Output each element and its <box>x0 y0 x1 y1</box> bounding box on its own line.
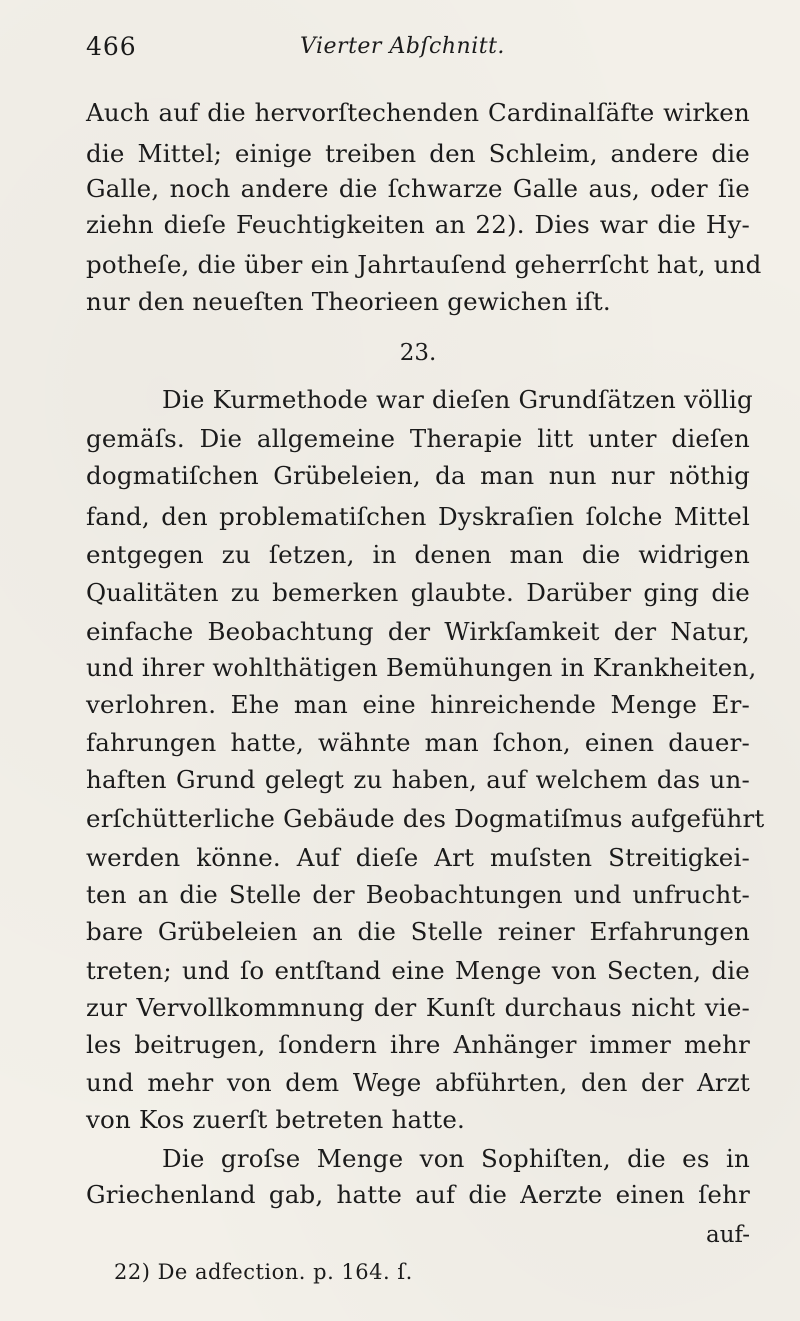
text-line: von Kos zuerſt betreten hatte. <box>86 1105 466 1134</box>
text-line: Griechenland gab, hatte auf die Aerzte einen ſehr <box>86 1180 750 1209</box>
text-line: die Mittel; einige treiben den Schleim, andere die <box>86 139 750 168</box>
catchword: auf- <box>706 1222 750 1248</box>
text-line: und mehr von dem Wege abführten, den der Arzt <box>86 1068 750 1097</box>
text-line: potheſe, die über ein Jahrtauſend geherrſcht hat, und <box>86 250 762 279</box>
text-line: zur Vervollkommnung der Kunſt durchaus nicht vie- <box>86 993 750 1022</box>
text-line: Die groſse Menge von Sophiſten, die es in <box>162 1144 750 1173</box>
body-text <box>86 0 765 1321</box>
running-head: Vierter Abſchnitt. <box>300 34 505 59</box>
text-line: Qualitäten zu bemerken glaubte. Darüber ging die <box>86 578 750 607</box>
text-line: fahrungen hatte, wähnte man ſchon, einen dauer- <box>86 728 750 757</box>
section-number: 23. <box>399 340 437 366</box>
text-line: ziehn dieſe Feuchtigkeiten an 22). Dies war die Hy- <box>86 210 750 239</box>
text-line: Die Kurmethode war dieſen Grundſätzen völlig <box>162 385 753 414</box>
page-number: 466 <box>86 32 137 61</box>
text-line: fand, den problematiſchen Dyskraſien ſolche Mittel <box>86 502 750 531</box>
text-line: entgegen zu ſetzen, in denen man die widrigen <box>86 540 750 569</box>
text-line: haften Grund gelegt zu haben, auf welchem das un- <box>86 765 750 794</box>
text-line: werden könne. Auf dieſe Art muſsten Streitigkei- <box>86 843 750 872</box>
text-line: nur den neueſten Theorieen gewichen iſt. <box>86 287 611 316</box>
text-line: Auch auf die hervorſtechenden Cardinalſäfte wirken <box>86 98 750 127</box>
text-line: treten; und ſo entſtand eine Menge von Secten, die <box>86 956 750 985</box>
text-line: und ihrer wohlthätigen Bemühungen in Krankheiten, <box>86 653 757 682</box>
text-line: bare Grübeleien an die Stelle reiner Erfahrungen <box>86 917 750 946</box>
text-line: gemäſs. Die allgemeine Therapie litt unter dieſen <box>86 424 750 453</box>
text-line: dogmatiſchen Grübeleien, da man nun nur nöthig <box>86 461 750 490</box>
text-line: erſchütterliche Gebäude des Dogmatiſmus aufgeführt <box>86 804 765 833</box>
footnote: 22) De adfection. p. 164. ſ. <box>114 1260 413 1284</box>
text-line: ten an die Stelle der Beobachtungen und unfrucht- <box>86 880 750 909</box>
text-line: verlohren. Ehe man eine hinreichende Menge Er- <box>86 690 750 719</box>
text-line: les beitrugen, ſondern ihre Anhänger immer mehr <box>86 1030 750 1059</box>
text-line: einfache Beobachtung der Wirkſamkeit der Natur, <box>86 617 750 646</box>
text-line: Galle, noch andere die ſchwarze Galle aus, oder ſie <box>86 174 750 203</box>
